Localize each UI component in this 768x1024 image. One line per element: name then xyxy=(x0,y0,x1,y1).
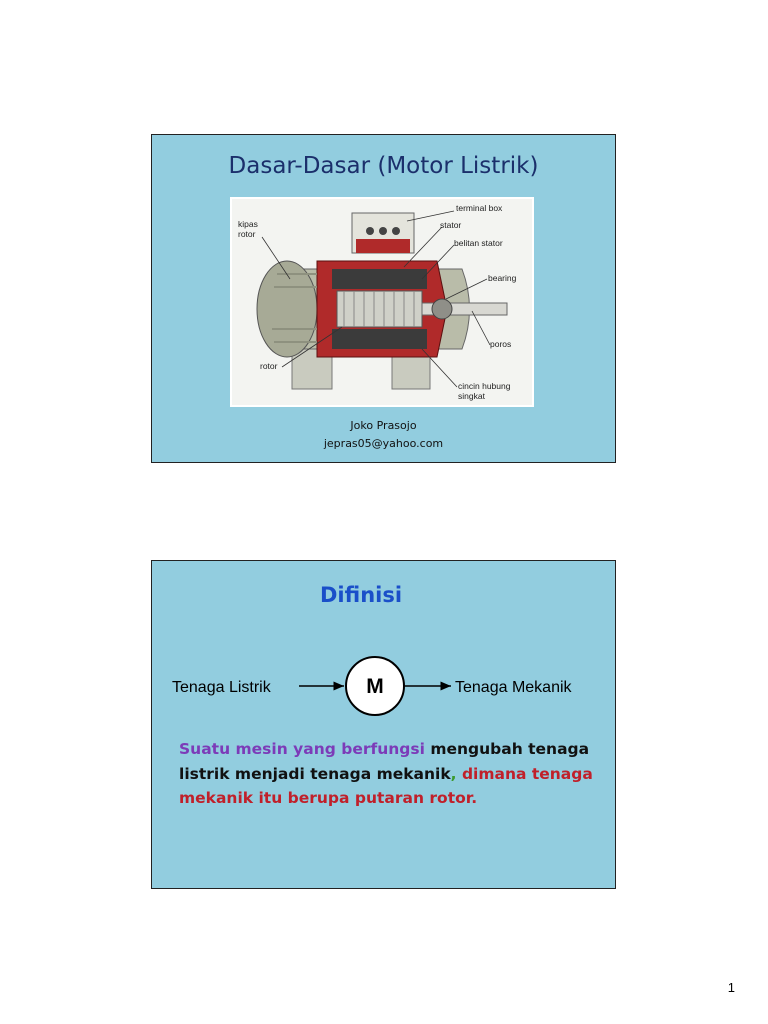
label-terminal-box: terminal box xyxy=(456,203,503,213)
definition-paragraph xyxy=(179,737,599,811)
author-name: Joko Prasojo xyxy=(350,419,417,432)
label-kipas-rotor: rotor xyxy=(238,229,256,239)
label-stator: stator xyxy=(440,220,462,230)
motor-cutaway-illustration xyxy=(232,199,532,405)
label-cincin-hubung: cincin hubung xyxy=(458,381,511,391)
slide-definition xyxy=(151,560,616,889)
motor-energy-diagram xyxy=(152,561,615,888)
author-block xyxy=(152,417,615,453)
definition-part4: dimana tenaga mekanik itu berupa putaran rotor. xyxy=(179,764,593,807)
label-singkat: singkat xyxy=(458,391,485,401)
input-label: Tenaga Listrik xyxy=(172,679,271,696)
page-number: 1 xyxy=(727,980,735,995)
slide-title xyxy=(151,134,616,463)
slide-title-heading: Dasar-Dasar (Motor Listrik) xyxy=(228,153,539,179)
output-label: Tenaga Mekanik xyxy=(455,679,572,696)
label-bearing: bearing xyxy=(488,273,517,283)
definition-part2: mengubah tenaga listrik menjadi tenaga mekanik xyxy=(179,740,590,783)
definition-comma: , xyxy=(450,764,457,783)
label-poros: poros xyxy=(490,339,512,349)
motor-cutaway-image xyxy=(230,197,534,407)
label-rotor: rotor xyxy=(260,361,278,371)
author-email: jepras05@yahoo.com xyxy=(323,437,444,450)
definition-part1: Suatu mesin yang berfungsi xyxy=(179,740,425,758)
label-kipas: kipas xyxy=(238,219,258,229)
motor-symbol: M xyxy=(366,675,384,698)
definition-title: Difinisi xyxy=(320,583,403,607)
label-belitan-stator: belitan stator xyxy=(454,238,503,248)
